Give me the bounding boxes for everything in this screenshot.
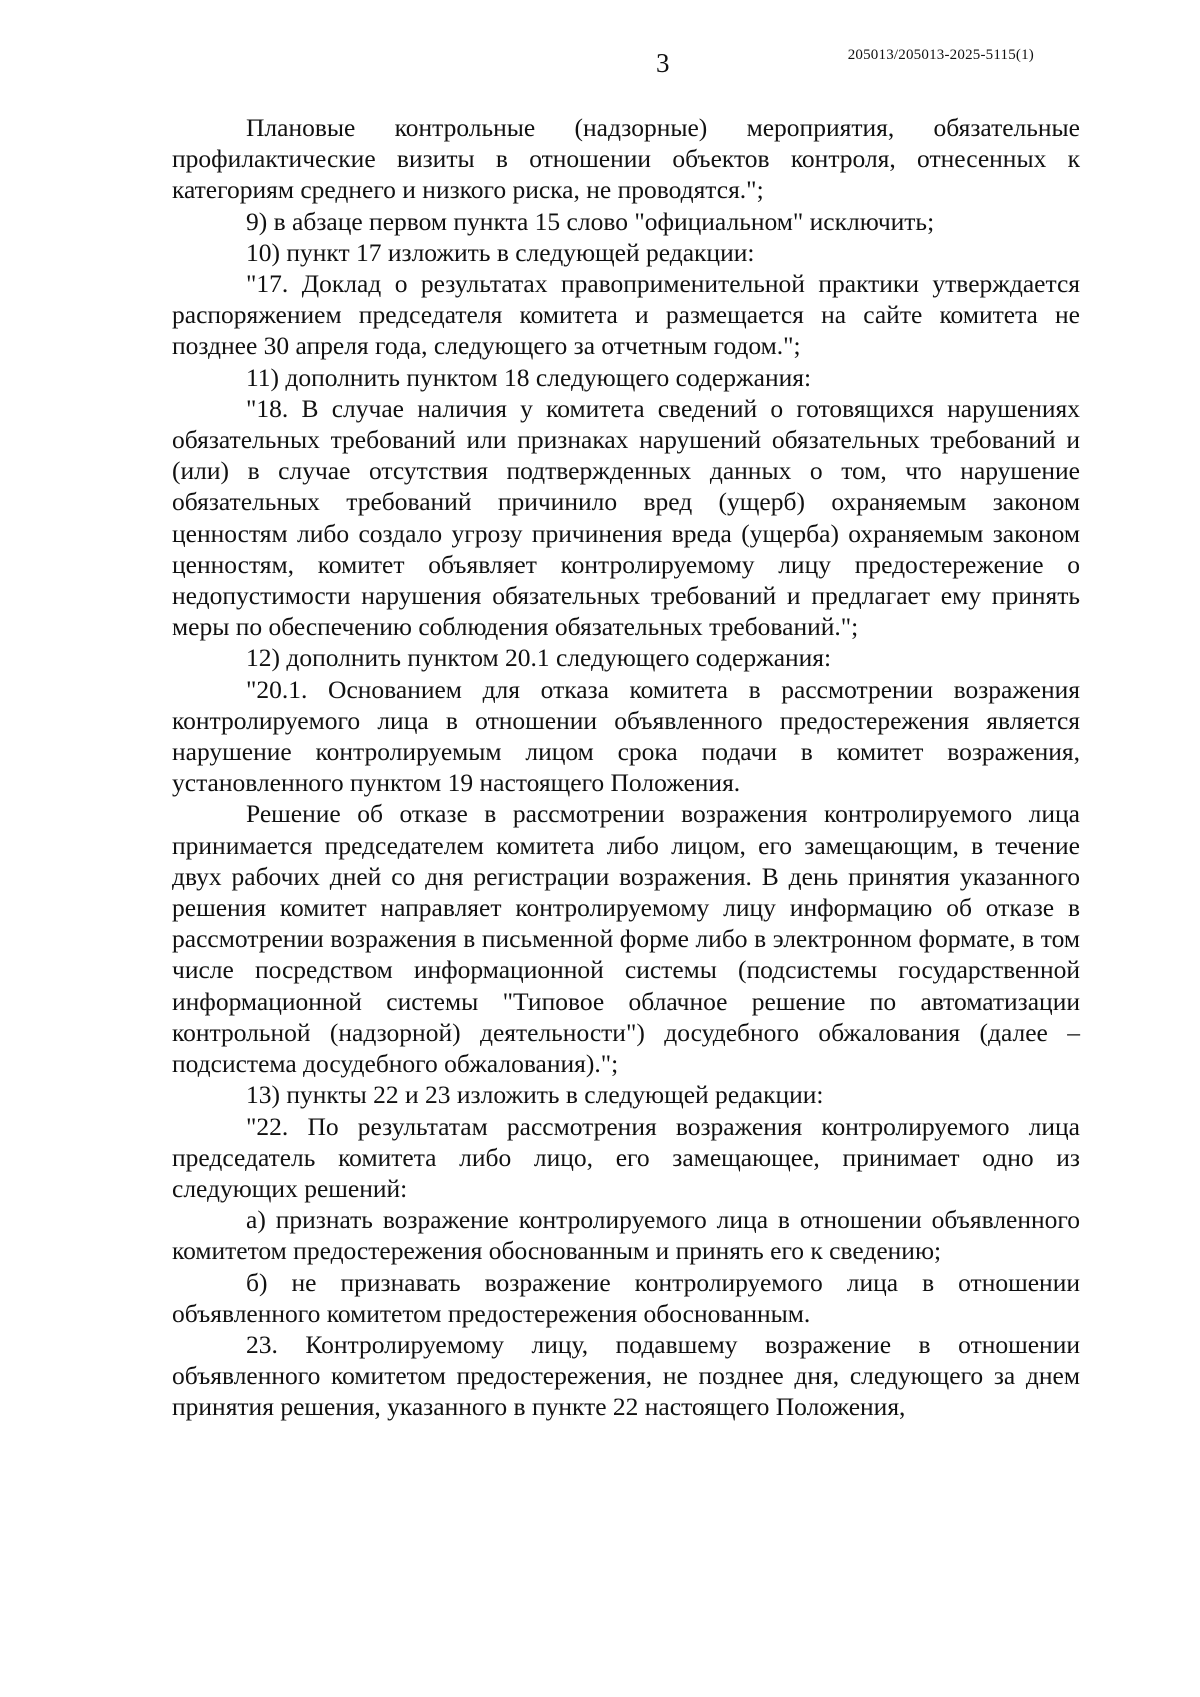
- paragraph: 23. Контролируемому лицу, подавшему возражение в отношении объявленного комитетом предостережения, не позднее дня, следующего за днем принятия решения, указанного в пункте 22 настоящего Положения,: [172, 1329, 1080, 1422]
- paragraph: б) не признавать возражение контролируемого лица в отношении объявленного комитетом предостережения обоснованным.: [172, 1267, 1080, 1328]
- page-number: 3: [656, 48, 670, 78]
- paragraph: 9) в абзаце первом пункта 15 слово "официальном" исключить;: [246, 206, 935, 236]
- paragraph: 12) дополнить пунктом 20.1 следующего содержания:: [246, 643, 832, 673]
- paragraph: 13) пункты 22 и 23 изложить в следующей редакции:: [246, 1080, 824, 1110]
- paragraph: 10) пункт 17 изложить в следующей редакции:: [246, 237, 755, 267]
- paragraph: "20.1. Основанием для отказа комитета в рассмотрении возражения контролируемого лица в отношении объявленного предостережения является нарушение контролируемым лицом срока подачи в комитет возражения, установленного пунктом 19 настоящего Положения.: [172, 674, 1080, 798]
- paragraph: 11) дополнить пунктом 18 следующего содержания:: [246, 362, 812, 392]
- paragraph: "22. По результатам рассмотрения возражения контролируемого лица председатель комитета либо лицо, его замещающее, принимает одно из следующих решений:: [172, 1111, 1080, 1203]
- paragraph: Плановые контрольные (надзорные) мероприятия, обязательные профилактические визиты в отношении объектов контроля, отнесенных к категориям среднего и низкого риска, не проводятся.";: [172, 113, 1080, 205]
- paragraph: Решение об отказе в рассмотрении возражения контролируемого лица принимается председателем комитета либо лицом, его замещающим, в течение двух рабочих дней со дня регистрации возражения. В день принятия указанного решения комитет направляет контролируемому лицу информацию об отказе в рассмотрении возражения в письменной форме либо в электронном формате, в том числе посредством информационной системы (подсистемы государственной информационной системы "Типовое облачное решение по автоматизации контрольной (надзорной) деятельности") досудебного обжалования (далее – подсистема досудебного обжалования).";: [172, 799, 1080, 1079]
- paragraph: "18. В случае наличия у комитета сведений о готовящихся нарушениях обязательных требований или признаках нарушений обязательных требований и (или) в случае отсутствия подтвержденных данных о том, что нарушение обязательных требований причинило вред (ущерб) охраняемым законом ценностям либо создало угрозу причинения вреда (ущерба) охраняемым законом ценностям, комитет объявляет контролируемому лицу предостережение о недопустимости нарушения обязательных требований и предлагает ему принять меры по обеспечению соблюдения обязательных требований.";: [172, 393, 1080, 642]
- paragraph: а) признать возражение контролируемого лица в отношении объявленного комитетом предостережения обоснованным и принять его к сведению;: [172, 1205, 1080, 1266]
- paragraph: "17. Доклад о результатах правоприменительной практики утверждается распоряжением председателя комитета и размещается на сайте комитета не позднее 30 апреля года, следующего за отчетным годом.";: [172, 269, 1080, 361]
- document-id: 205013/205013-2025-5115(1): [847, 47, 1034, 63]
- document-body: [172, 112, 1080, 1423]
